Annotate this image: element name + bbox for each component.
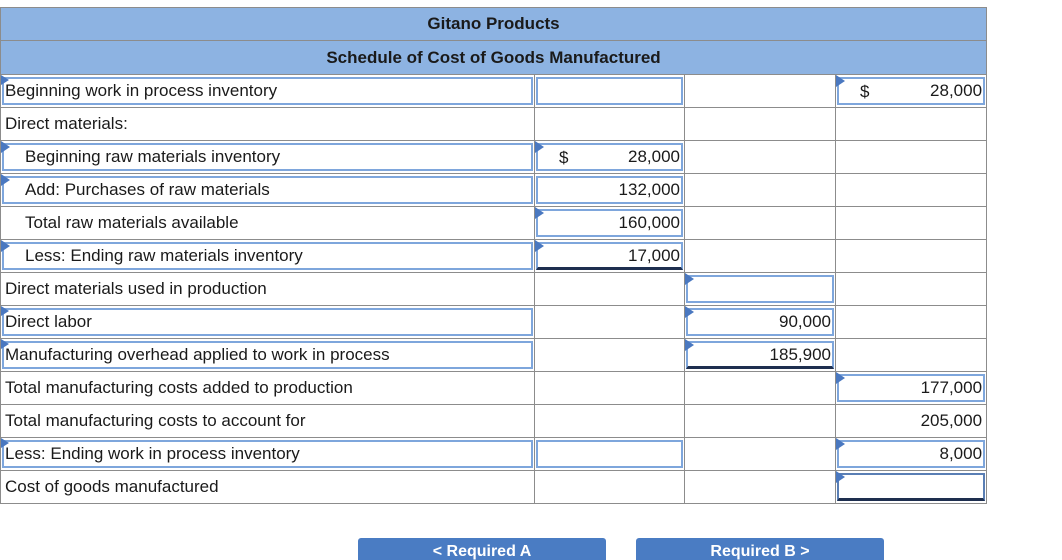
row-label-cell[interactable] — [1, 240, 535, 273]
dropdown-marker-icon — [535, 207, 544, 219]
amount-value: 185,900 — [769, 345, 831, 364]
schedule-title: Schedule of Cost of Goods Manufactured — [1, 41, 987, 75]
amount-cell — [836, 306, 987, 339]
row-label: Add: Purchases of raw materials — [25, 180, 270, 199]
table-row — [1, 339, 987, 372]
table-row — [1, 372, 987, 405]
amount-cell — [535, 273, 685, 306]
amount-cell[interactable] — [685, 306, 836, 339]
amount-cell[interactable] — [535, 75, 685, 108]
table-row — [1, 405, 987, 438]
row-label-cell[interactable] — [1, 141, 535, 174]
amount-input-box[interactable] — [536, 440, 683, 468]
amount-cell — [535, 339, 685, 372]
amount-cell — [685, 75, 836, 108]
amount-cell — [535, 108, 685, 141]
row-label-cell — [1, 108, 535, 141]
row-label-cell — [1, 273, 535, 306]
row-label: Less: Ending raw materials inventory — [25, 246, 303, 265]
amount-cell — [836, 339, 987, 372]
row-label-cell — [1, 207, 535, 240]
row-label: Direct materials: — [5, 114, 128, 133]
amount-cell[interactable] — [836, 75, 987, 108]
amount-input-box[interactable] — [837, 473, 985, 501]
amount-cell[interactable] — [535, 438, 685, 471]
subtitle-row — [1, 41, 987, 75]
table-row — [1, 141, 987, 174]
row-label: Less: Ending work in process inventory — [5, 444, 300, 463]
amount-cell — [836, 405, 987, 438]
amount-value: 17,000 — [628, 246, 680, 265]
amount-cell — [685, 471, 836, 504]
amount-cell — [535, 471, 685, 504]
row-label-cell — [1, 405, 535, 438]
dropdown-marker-icon — [836, 471, 845, 483]
row-label-cell[interactable] — [1, 174, 535, 207]
prev-required-button[interactable]: < Required A — [358, 538, 606, 560]
company-title: Gitano Products — [1, 8, 987, 41]
row-label: Direct labor — [5, 312, 92, 331]
amount-cell — [535, 306, 685, 339]
currency-symbol: $ — [860, 82, 870, 101]
dropdown-marker-icon — [836, 372, 845, 384]
cogm-schedule-table — [0, 7, 987, 504]
table-row — [1, 108, 987, 141]
amount-value: 90,000 — [779, 312, 831, 331]
row-label: Beginning work in process inventory — [5, 81, 278, 100]
row-label: Beginning raw materials inventory — [25, 147, 281, 166]
table-row — [1, 438, 987, 471]
dropdown-marker-icon — [836, 438, 845, 450]
dropdown-marker-icon — [1, 240, 10, 252]
amount-value: 8,000 — [939, 444, 983, 463]
amount-value: 132,000 — [618, 180, 680, 199]
table-row — [1, 207, 987, 240]
amount-cell — [836, 174, 987, 207]
amount-value: 160,000 — [618, 213, 680, 232]
row-label-cell[interactable] — [1, 75, 535, 108]
row-label: Manufacturing overhead applied to work in process — [5, 345, 390, 364]
dropdown-marker-icon — [836, 75, 845, 87]
amount-value: 28,000 — [628, 147, 680, 166]
row-label-cell — [1, 372, 535, 405]
amount-input-box[interactable] — [536, 77, 683, 105]
amount-cell — [836, 141, 987, 174]
amount-cell[interactable] — [836, 471, 987, 504]
dropdown-marker-icon — [535, 141, 544, 153]
amount-input-box[interactable] — [686, 275, 834, 303]
dropdown-marker-icon — [685, 339, 694, 351]
currency-symbol: $ — [559, 148, 569, 167]
amount-cell — [836, 273, 987, 306]
row-label: Direct materials used in production — [5, 279, 267, 298]
dropdown-marker-icon — [535, 240, 544, 252]
amount-cell[interactable] — [685, 273, 836, 306]
amount-cell — [836, 240, 987, 273]
amount-cell — [685, 240, 836, 273]
row-label-cell[interactable] — [1, 339, 535, 372]
table-row — [1, 240, 987, 273]
table-row — [1, 75, 987, 108]
row-label-cell[interactable] — [1, 306, 535, 339]
amount-cell[interactable] — [535, 240, 685, 273]
amount-cell[interactable] — [836, 438, 987, 471]
dropdown-marker-icon — [1, 174, 10, 186]
amount-cell — [535, 372, 685, 405]
row-label-cell — [1, 471, 535, 504]
amount-cell — [685, 372, 836, 405]
next-required-button[interactable]: Required B > — [636, 538, 884, 560]
amount-cell — [685, 207, 836, 240]
amount-cell — [685, 405, 836, 438]
dropdown-marker-icon — [685, 273, 694, 285]
row-label: Cost of goods manufactured — [5, 477, 219, 496]
dropdown-marker-icon — [1, 141, 10, 153]
table-row — [1, 273, 987, 306]
dropdown-marker-icon — [685, 306, 694, 318]
row-label: Total manufacturing costs added to production — [5, 378, 353, 397]
amount-cell — [685, 141, 836, 174]
amount-value: 177,000 — [920, 378, 983, 397]
row-label-cell[interactable] — [1, 438, 535, 471]
row-label: Total manufacturing costs to account for — [5, 411, 306, 430]
amount-cell — [836, 207, 987, 240]
amount-cell[interactable] — [685, 339, 836, 372]
amount-cell — [535, 405, 685, 438]
table-row — [1, 471, 987, 504]
amount-cell — [685, 108, 836, 141]
table-row — [1, 306, 987, 339]
amount-cell — [685, 438, 836, 471]
title-row — [1, 8, 987, 41]
amount-cell — [836, 108, 987, 141]
amount-cell[interactable] — [535, 141, 685, 174]
amount-cell[interactable] — [535, 207, 685, 240]
amount-cell[interactable] — [836, 372, 987, 405]
amount-cell — [685, 174, 836, 207]
amount-value: 28,000 — [930, 81, 983, 100]
amount-value: 205,000 — [920, 411, 983, 430]
row-label: Total raw materials available — [25, 213, 239, 232]
table-row — [1, 174, 987, 207]
amount-cell[interactable] — [535, 174, 685, 207]
